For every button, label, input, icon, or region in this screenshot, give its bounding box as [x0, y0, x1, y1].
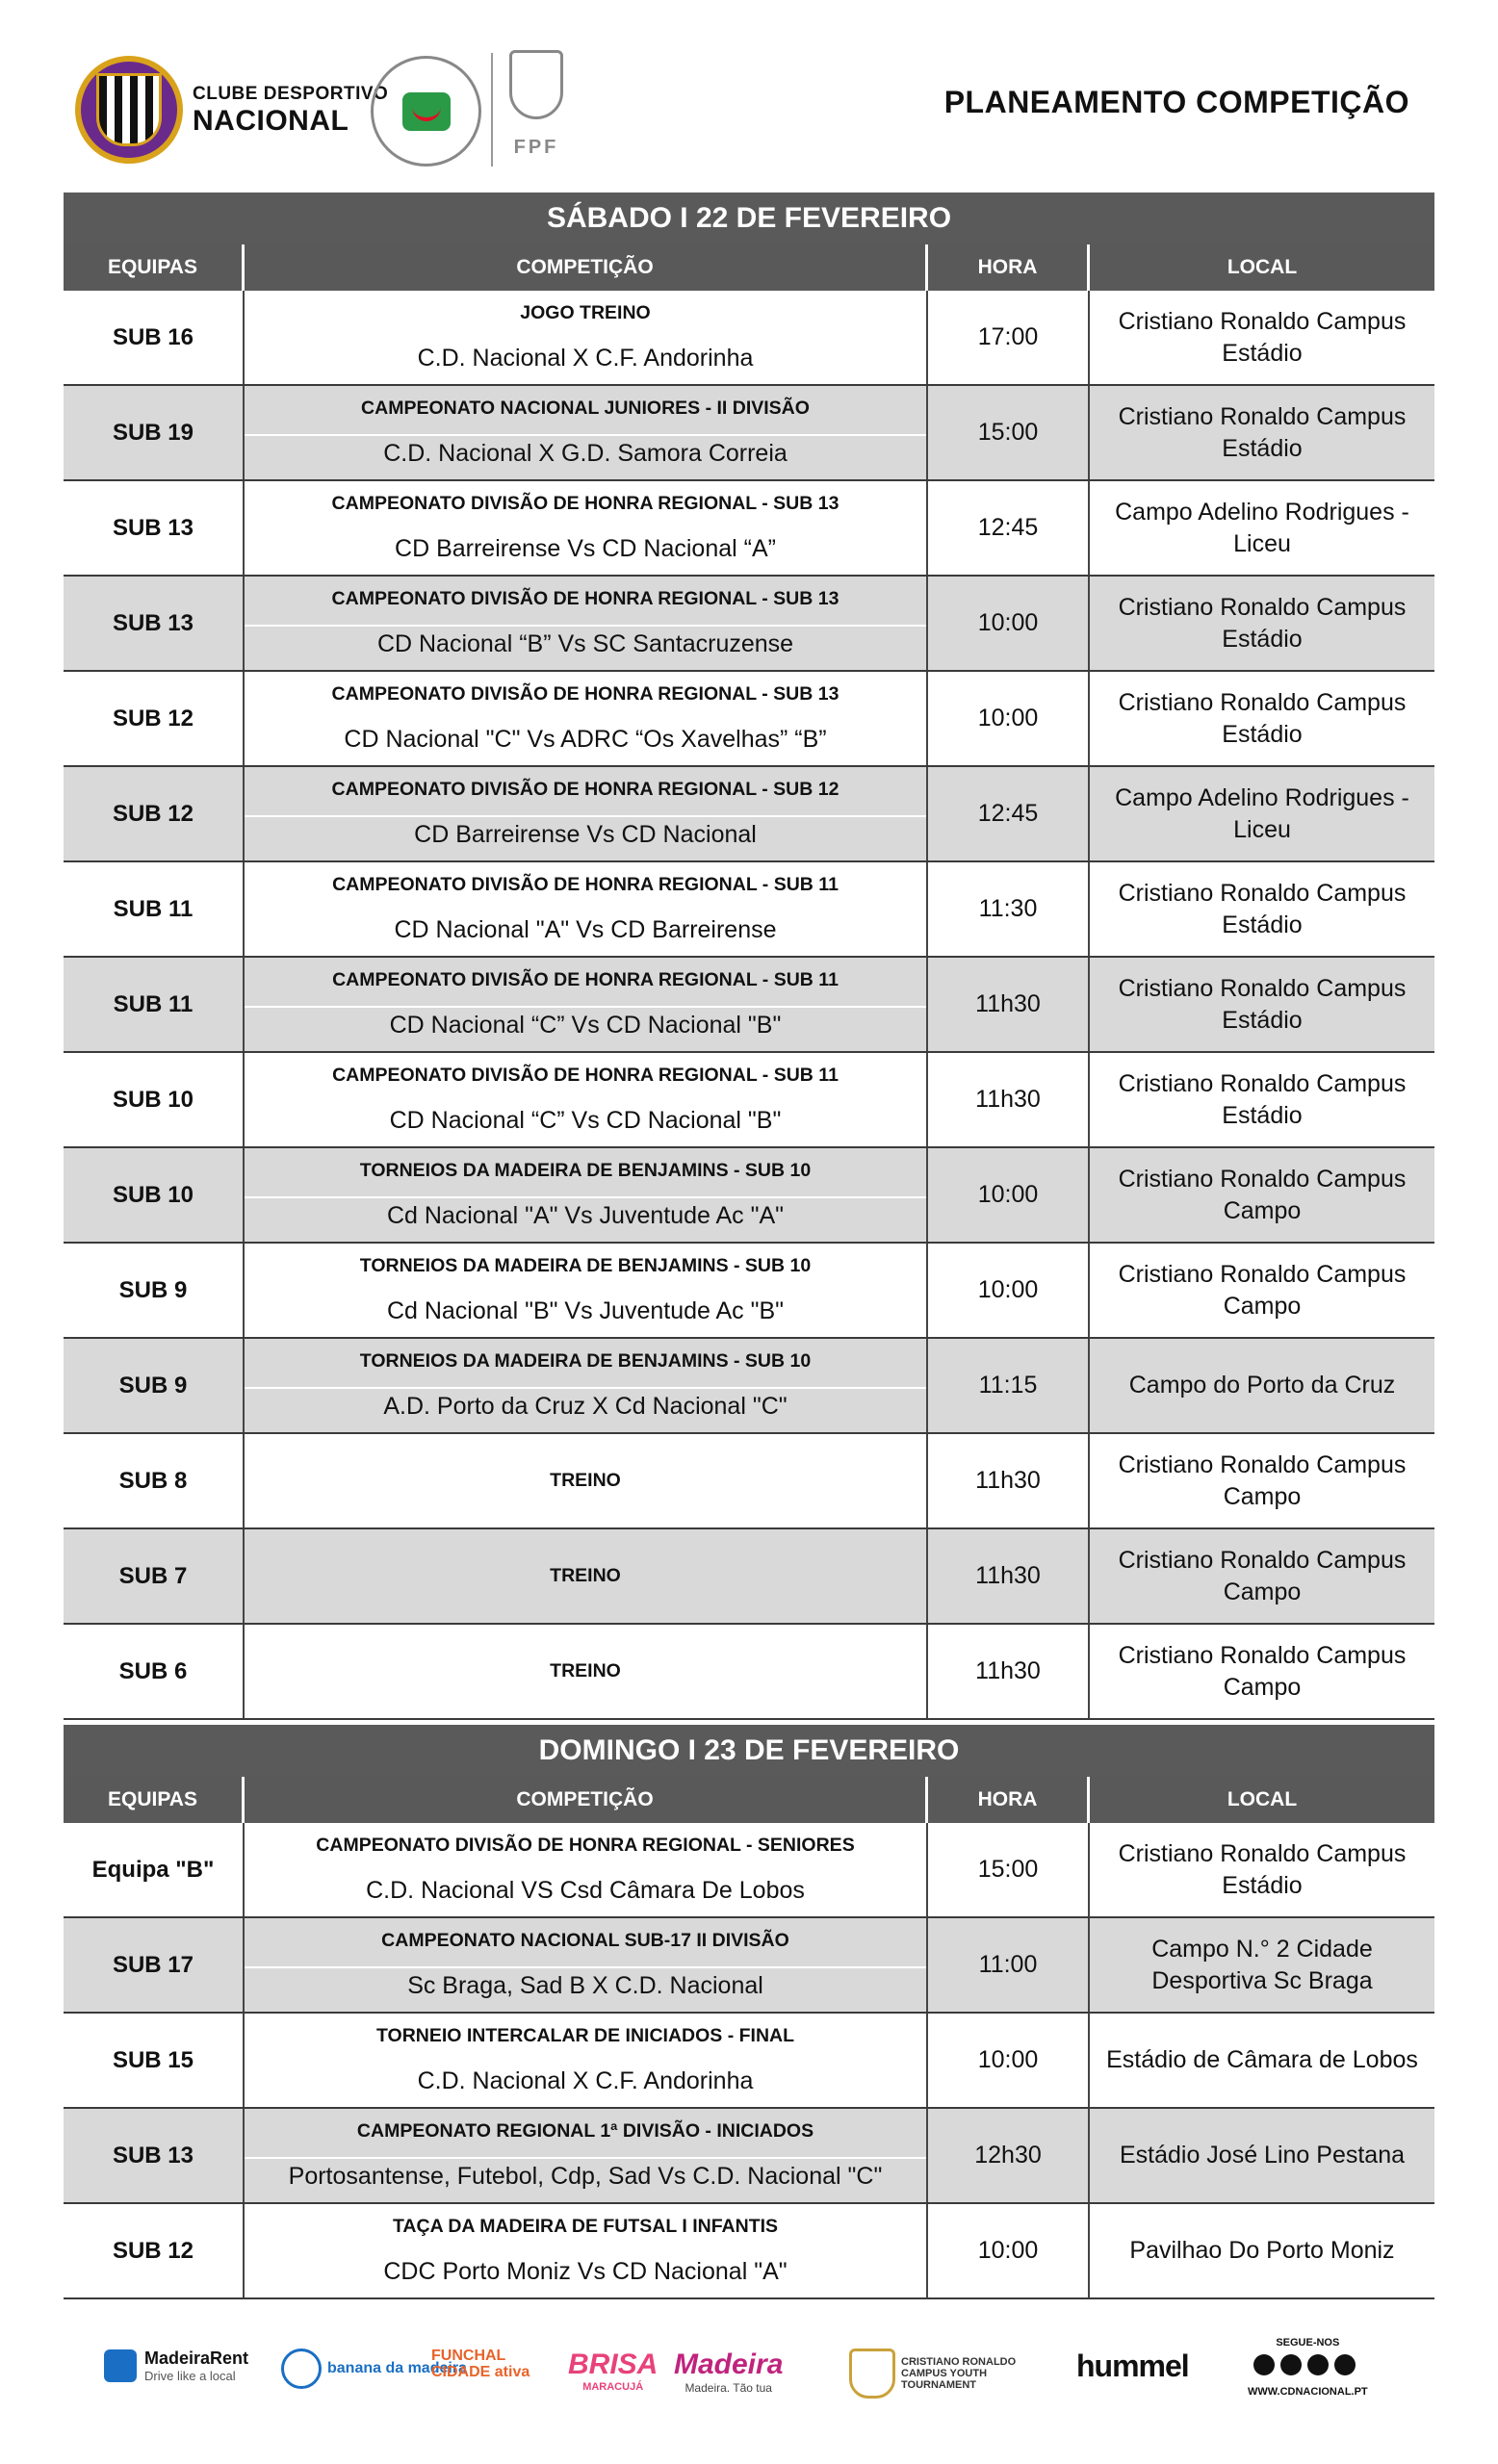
header-hora: HORA	[928, 1777, 1090, 1823]
competition-divider	[245, 625, 926, 627]
time-cell: 15:00	[928, 386, 1090, 479]
page-title: PLANEAMENTO COMPETIÇÃO	[943, 85, 1409, 119]
sponsor-bar	[0, 2320, 1498, 2416]
competition-cell	[245, 1823, 928, 1916]
match-fixture: Sc Braga, Sad B X C.D. Nacional	[407, 1972, 763, 1999]
follow-label: SEGUE-NOS	[1276, 2337, 1340, 2348]
match-fixture: C.D. Nacional VS Csd Câmara De Lobos	[366, 1877, 805, 1904]
header-local: LOCAL	[1227, 256, 1298, 278]
club-name-line2: NACIONAL	[193, 105, 349, 137]
time-cell: 10:00	[928, 1148, 1090, 1242]
time-cell: 11h30	[928, 1625, 1090, 1718]
match-fixture: CD Nacional “C” Vs CD Nacional "B"	[389, 1107, 782, 1134]
sunday-day-banner: DOMINGO I 23 DE FEVEREIRO	[64, 1725, 1434, 1777]
competition-divider	[245, 1966, 926, 1968]
time-cell: 17:00	[928, 291, 1090, 384]
madeirarent-name: MadeiraRent	[144, 2348, 249, 2368]
venue-cell: Pavilhao Do Porto Moniz	[1129, 2237, 1395, 2264]
competition-name: TREINO	[550, 1660, 621, 1681]
table-row	[64, 2014, 1434, 2109]
competition-name: TREINO	[550, 1470, 621, 1491]
header-competicao: COMPETIÇÃO	[245, 244, 928, 291]
sponsor-campus	[849, 2348, 1046, 2399]
table-row	[64, 672, 1434, 767]
match-fixture: A.D. Porto da Cruz X Cd Nacional "C"	[383, 1393, 788, 1420]
team-cell: SUB 16	[64, 291, 245, 384]
time-cell: 11h30	[928, 1053, 1090, 1146]
competition-name: TAÇA DA MADEIRA DE FUTSAL I INFANTIS	[392, 2216, 779, 2237]
sunday-column-headers	[64, 1777, 1434, 1823]
match-fixture: CD Nacional “B” Vs SC Santacruzense	[376, 630, 794, 657]
venue-cell: Cristiano Ronaldo Campus Campo	[1118, 1165, 1407, 1224]
time-cell: 10:00	[928, 2204, 1090, 2297]
competition-cell	[245, 958, 928, 1051]
competition-cell	[245, 481, 928, 575]
venue-cell: Campo Adelino Rodrigues - Liceu	[1115, 498, 1409, 557]
venue-cell: Campo N.° 2 Cidade Desportiva Sc Braga	[1151, 1935, 1373, 1994]
competition-name: CAMPEONATO DIVISÃO DE HONRA REGIONAL - SUB 12	[331, 779, 839, 800]
team-cell: SUB 13	[64, 481, 245, 575]
header-local: LOCAL	[1227, 1788, 1298, 1810]
venue-cell: Cristiano Ronaldo Campus Estádio	[1118, 688, 1407, 748]
team-cell: SUB 19	[64, 386, 245, 479]
table-row	[64, 1823, 1434, 1918]
header-divider	[491, 53, 493, 167]
match-fixture: C.D. Nacional X G.D. Samora Correia	[383, 440, 788, 467]
competition-divider	[245, 339, 926, 341]
competition-name: TREINO	[550, 1565, 621, 1586]
venue-cell: Cristiano Ronaldo Campus Campo	[1118, 1450, 1407, 1510]
club-name	[193, 85, 388, 136]
competition-divider	[245, 1387, 926, 1389]
fpf-logo	[503, 50, 570, 170]
header-equipas: EQUIPAS	[64, 1777, 245, 1823]
competition-name: CAMPEONATO DIVISÃO DE HONRA REGIONAL - SENIORES	[316, 1835, 855, 1856]
match-fixture: CD Nacional “C” Vs CD Nacional "B"	[389, 1012, 782, 1039]
table-row	[64, 1339, 1434, 1434]
match-fixture: CD Nacional "A" Vs CD Barreirense	[394, 916, 777, 943]
competition-divider	[245, 2157, 926, 2159]
competition-name: CAMPEONATO NACIONAL SUB-17 II DIVISÃO	[381, 1930, 789, 1951]
venue-cell: Cristiano Ronaldo Campus Estádio	[1118, 402, 1407, 462]
sponsor-brisa	[568, 2348, 658, 2393]
competition-divider	[245, 720, 926, 722]
madeirarent-icon	[104, 2349, 137, 2382]
sponsor-hummel: hummel	[1076, 2348, 1189, 2383]
venue-cell: Estádio de Câmara de Lobos	[1106, 2046, 1418, 2073]
table-row	[64, 767, 1434, 862]
venue-cell: Campo Adelino Rodrigues - Liceu	[1115, 783, 1409, 843]
campus-label: CRISTIANO RONALDO CAMPUS YOUTH TOURNAMENT	[901, 2356, 1017, 2391]
madeira-label: Madeira	[674, 2348, 784, 2380]
header-hora: HORA	[928, 244, 1090, 291]
venue-cell: Cristiano Ronaldo Campus Estádio	[1118, 879, 1407, 938]
competition-name: CAMPEONATO DIVISÃO DE HONRA REGIONAL - SUB 13	[331, 493, 839, 514]
match-fixture: CD Nacional "C" Vs ADRC “Os Xavelhas” “B”	[344, 726, 827, 753]
venue-cell: Cristiano Ronaldo Campus Estádio	[1118, 593, 1407, 653]
competition-name: CAMPEONATO DIVISÃO DE HONRA REGIONAL - SUB 11	[332, 969, 839, 990]
time-cell: 11h30	[928, 1529, 1090, 1623]
team-cell: SUB 7	[64, 1529, 245, 1623]
table-row	[64, 1053, 1434, 1148]
twitter-icon[interactable]	[1307, 2354, 1329, 2375]
competition-divider	[245, 1101, 926, 1103]
competition-name: TORNEIOS DA MADEIRA DE BENJAMINS - SUB 10	[359, 1255, 812, 1276]
time-cell: 11:15	[928, 1339, 1090, 1432]
competition-cell	[245, 1148, 928, 1242]
banana-label: banana da madeira	[327, 2360, 467, 2376]
competition-divider	[245, 1006, 926, 1008]
time-cell: 11:30	[928, 862, 1090, 956]
venue-cell: Campo do Porto da Cruz	[1128, 1372, 1396, 1399]
certification-seal-logo	[371, 56, 481, 167]
competition-cell	[245, 862, 928, 956]
facebook-icon[interactable]	[1253, 2354, 1275, 2375]
venue-cell: Estádio José Lino Pestana	[1119, 2142, 1406, 2169]
club-name-line1: CLUBE DESPORTIVO	[193, 84, 389, 104]
competition-divider	[245, 911, 926, 912]
venue-cell: Cristiano Ronaldo Campus Estádio	[1118, 307, 1407, 367]
match-fixture: Cd Nacional "B" Vs Juventude Ac "B"	[386, 1297, 785, 1324]
time-cell: 10:00	[928, 2014, 1090, 2107]
sponsor-funchal: FUNCHAL CIDADE ativa	[431, 2348, 530, 2380]
competition-divider	[245, 1292, 926, 1294]
fpf-shield-icon	[509, 50, 563, 119]
time-cell: 10:00	[928, 1244, 1090, 1337]
team-cell: SUB 11	[64, 862, 245, 956]
competition-name: CAMPEONATO REGIONAL 1ª DIVISÃO - INICIADOS	[356, 2120, 814, 2142]
table-row	[64, 577, 1434, 672]
club-crest-logo	[75, 56, 183, 164]
competition-cell	[245, 1434, 928, 1527]
competition-name: CAMPEONATO DIVISÃO DE HONRA REGIONAL - SUB 13	[331, 683, 839, 705]
campus-crest-icon	[849, 2348, 895, 2399]
competition-divider	[245, 2062, 926, 2064]
table-row	[64, 1244, 1434, 1339]
time-cell: 11h30	[928, 958, 1090, 1051]
team-cell: SUB 13	[64, 577, 245, 670]
team-cell: SUB 6	[64, 1625, 245, 1718]
team-cell: SUB 17	[64, 1918, 245, 2012]
table-row	[64, 481, 1434, 577]
team-cell: SUB 12	[64, 767, 245, 860]
time-cell: 15:00	[928, 1823, 1090, 1916]
competition-cell	[245, 2109, 928, 2202]
time-cell: 10:00	[928, 672, 1090, 765]
team-cell: SUB 10	[64, 1148, 245, 1242]
team-cell: Equipa "B"	[64, 1823, 245, 1916]
competition-cell	[245, 1529, 928, 1623]
madeirarent-tagline: Drive like a local	[144, 2369, 236, 2383]
table-row	[64, 1918, 1434, 2014]
table-row	[64, 291, 1434, 386]
time-cell: 11h30	[928, 1434, 1090, 1527]
instagram-icon[interactable]	[1280, 2354, 1302, 2375]
time-cell: 12h30	[928, 2109, 1090, 2202]
match-fixture: CDC Porto Moniz Vs CD Nacional "A"	[383, 2258, 788, 2285]
venue-cell: Cristiano Ronaldo Campus Campo	[1118, 1260, 1407, 1320]
time-cell: 10:00	[928, 577, 1090, 670]
venue-cell: Cristiano Ronaldo Campus Estádio	[1118, 1839, 1407, 1899]
competition-divider	[245, 2252, 926, 2254]
competition-cell	[245, 1053, 928, 1146]
competition-name: CAMPEONATO NACIONAL JUNIORES - II DIVISÃO	[361, 398, 810, 419]
competition-divider	[245, 1196, 926, 1198]
time-cell: 12:45	[928, 481, 1090, 575]
competition-name: TORNEIOS DA MADEIRA DE BENJAMINS - SUB 10	[359, 1350, 812, 1372]
competition-name: CAMPEONATO DIVISÃO DE HONRA REGIONAL - SUB 11	[332, 1065, 839, 1086]
header-equipas: EQUIPAS	[64, 244, 245, 291]
team-cell: SUB 9	[64, 1244, 245, 1337]
competition-divider	[245, 434, 926, 436]
competition-name: TORNEIOS DA MADEIRA DE BENJAMINS - SUB 10	[359, 1160, 812, 1181]
competition-name: CAMPEONATO DIVISÃO DE HONRA REGIONAL - SUB 13	[331, 588, 839, 609]
time-cell: 12:45	[928, 767, 1090, 860]
time-cell: 11:00	[928, 1918, 1090, 2012]
venue-cell: Cristiano Ronaldo Campus Estádio	[1118, 974, 1407, 1034]
saturday-day-banner: SÁBADO I 22 DE FEVEREIRO	[64, 192, 1434, 244]
competition-divider	[245, 815, 926, 817]
follow-us	[1248, 2337, 1368, 2398]
competition-cell	[245, 1918, 928, 2012]
team-cell: SUB 15	[64, 2014, 245, 2107]
table-row	[64, 1434, 1434, 1529]
table-row	[64, 1148, 1434, 1244]
competition-divider	[245, 1871, 926, 1873]
madeira-tagline: Madeira. Tão tua	[684, 2381, 772, 2395]
venue-cell: Cristiano Ronaldo Campus Campo	[1118, 1641, 1407, 1701]
venue-cell: Cristiano Ronaldo Campus Campo	[1118, 1546, 1407, 1605]
table-row	[64, 862, 1434, 958]
competition-cell	[245, 672, 928, 765]
team-cell: SUB 10	[64, 1053, 245, 1146]
competition-cell	[245, 1625, 928, 1718]
match-fixture: C.D. Nacional X C.F. Andorinha	[417, 345, 754, 372]
team-cell: SUB 13	[64, 2109, 245, 2202]
table-row	[64, 2109, 1434, 2204]
competition-name: CAMPEONATO DIVISÃO DE HONRA REGIONAL - SUB 11	[332, 874, 839, 895]
website-label[interactable]: WWW.CDNACIONAL.PT	[1248, 2386, 1368, 2398]
competition-cell	[245, 386, 928, 479]
header-competicao: COMPETIÇÃO	[245, 1777, 928, 1823]
brisa-tagline: MARACUJÁ	[582, 2381, 644, 2393]
table-row	[64, 1529, 1434, 1625]
banana-icon	[281, 2348, 322, 2389]
team-cell: SUB 8	[64, 1434, 245, 1527]
team-cell: SUB 12	[64, 2204, 245, 2297]
competition-name: TORNEIO INTERCALAR DE INICIADOS - FINAL	[375, 2025, 795, 2046]
competition-cell	[245, 767, 928, 860]
table-row	[64, 958, 1434, 1053]
fpf-label: FPF	[513, 137, 559, 158]
competition-divider	[245, 529, 926, 531]
competition-name: JOGO TREINO	[520, 302, 651, 323]
competition-cell	[245, 2014, 928, 2107]
table-row	[64, 1625, 1434, 1720]
youtube-icon[interactable]	[1334, 2354, 1356, 2375]
page-header	[0, 0, 1498, 183]
table-row	[64, 386, 1434, 481]
team-cell: SUB 9	[64, 1339, 245, 1432]
venue-cell: Cristiano Ronaldo Campus Estádio	[1118, 1069, 1407, 1129]
match-fixture: Cd Nacional "A" Vs Juventude Ac "A"	[386, 1202, 785, 1229]
saturday-column-headers	[64, 244, 1434, 291]
brisa-label: BRISA	[568, 2348, 659, 2380]
competition-cell	[245, 291, 928, 384]
sponsor-madeira	[674, 2348, 783, 2395]
competition-cell	[245, 1339, 928, 1432]
competition-cell	[245, 2204, 928, 2297]
match-fixture: Portosantense, Futebol, Cdp, Sad Vs C.D. Nacional "C"	[288, 2163, 883, 2190]
sponsor-madeirarent	[104, 2348, 248, 2383]
match-fixture: CD Barreirense Vs CD Nacional	[414, 821, 757, 848]
match-fixture: CD Barreirense Vs CD Nacional “A”	[395, 535, 776, 562]
team-cell: SUB 11	[64, 958, 245, 1051]
team-cell: SUB 12	[64, 672, 245, 765]
competition-cell	[245, 577, 928, 670]
competition-cell	[245, 1244, 928, 1337]
table-row	[64, 2204, 1434, 2299]
match-fixture: C.D. Nacional X C.F. Andorinha	[417, 2067, 754, 2094]
